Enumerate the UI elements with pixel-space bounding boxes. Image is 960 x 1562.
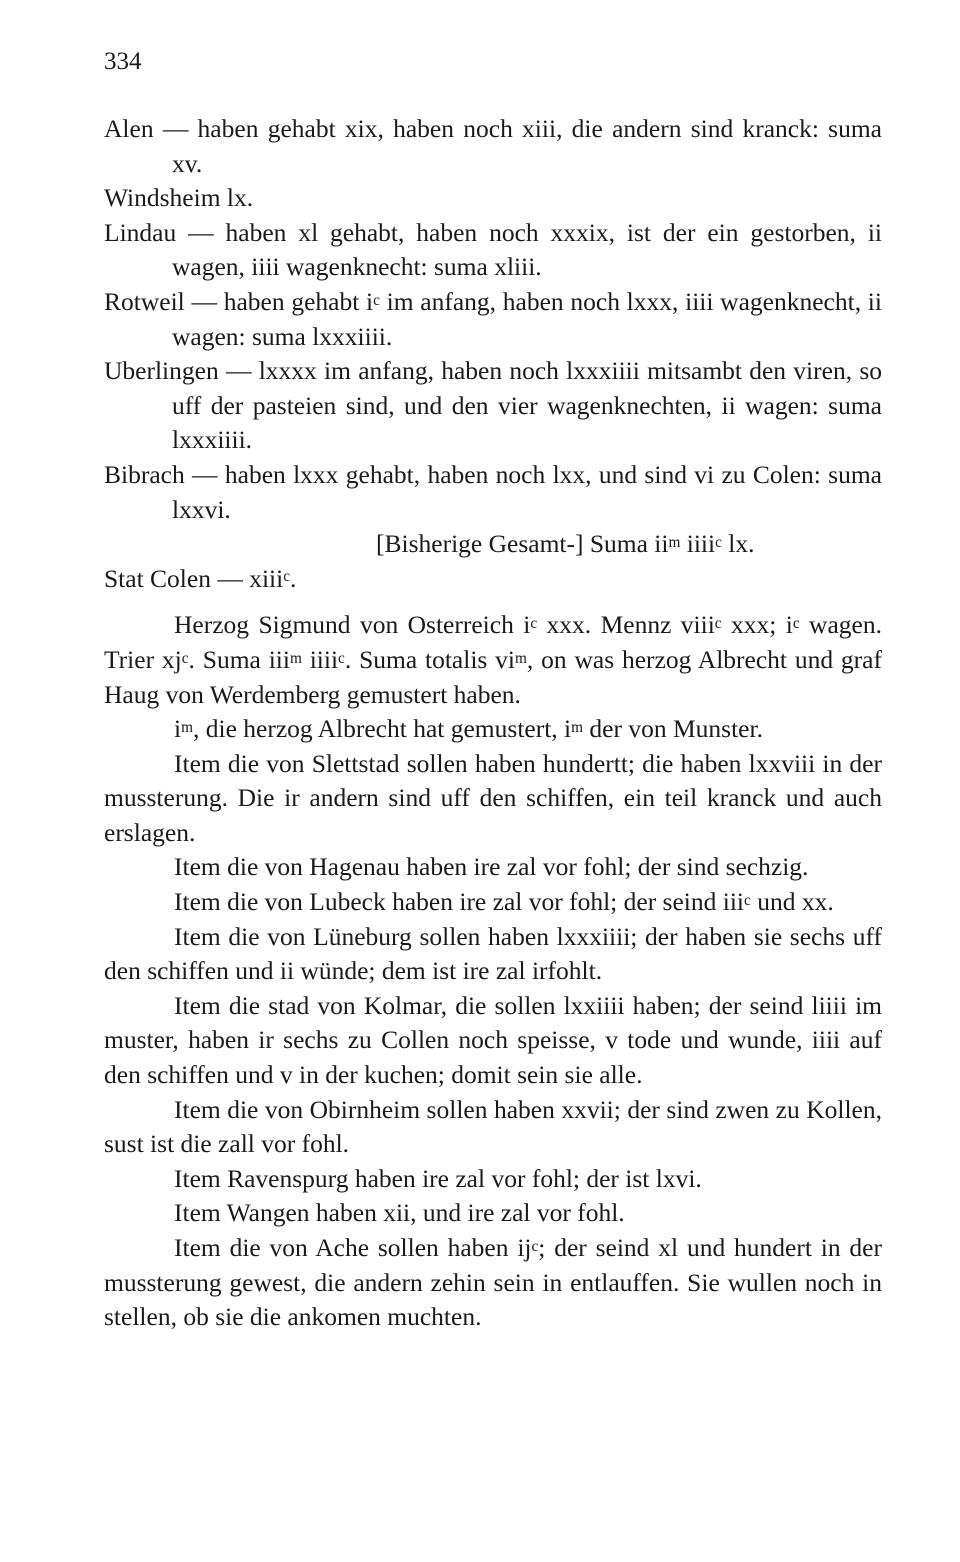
entry-alen: Alen — haben gehabt xix, haben noch xiii, die andern sind kranck: suma xv. — [104, 114, 882, 178]
entry-lindau: Lindau — haben xl gehabt, haben noch xxxix, ist der ein gestorben, ii wagen, iiii wagenknecht: suma xliii. — [104, 217, 882, 282]
page-number: 334 — [104, 48, 142, 75]
page-text — [104, 112, 882, 1335]
paragraph-wangen: Item Wangen haben xii, und ire zal vor fohl. — [174, 1198, 625, 1228]
entry-uberlingen: Uberlingen — lxxxx im anfang, haben noch lxxxiiii mitsambt den viren, so uff der pasteien sind, und den vier wagenknechten, ii wagen: suma lxxxiiii. — [104, 356, 882, 455]
paragraph-kolmar: Item die stad von Kolmar, die sollen lxxiiii haben; der seind liiii im muster, haben ir sechs zu Collen noch speisse, v tode und wunde, iiii auf den schiffen und v in der kuchen; domit sein sie alle. — [104, 990, 882, 1090]
entry-bibrach: Bibrach — haben lxxx gehabt, haben noch lxx, und sind vi zu Colen: suma lxxvi. — [104, 459, 882, 524]
entry-windsheim: Windsheim lx. — [104, 183, 254, 213]
paragraph-slettstad: Item die von Slettstad sollen haben hundertt; die haben lxxviii in der mussterung. Die ir andern sind uff den schiffen, ein teil kranck und auch erslagen. — [104, 748, 882, 847]
paragraph-luneburg: Item die von Lüneburg sollen haben lxxxiiii; der haben sie sechs uff den schiffen und ii wünde; dem ist ire zal irfohlt. — [104, 921, 882, 986]
paragraph-ravenspurg: Item Ravenspurg haben ire zal vor fohl; der ist lxvi. — [174, 1163, 702, 1193]
paragraph-herzog-sigmund: Herzog Sigmund von Osterreich $i^c$ xxx. Mennz viii$^c$ xxx; $i^c$ wagen. Trier $xj^c$. Suma iii$^m$ iiii$^c$. Suma totalis $vi^m$, on was herzog Albrecht und graf Haug von Werdemberg gemustert haben. — [104, 610, 882, 709]
subtotal-line: [Bisherige Gesamt-] Suma $ii^m$ iiii$^c$ lx. — [376, 529, 755, 559]
paragraph-obirnheim: Item die von Obirnheim sollen haben xxvii; der sind zwen zu Kollen, sust ist die zall vor fohl. — [104, 1094, 882, 1159]
paragraph-herzog-albrecht: $i^m$, die herzog Albrecht hat gemustert, $i^m$ der von Munster. — [174, 714, 763, 744]
paragraph-hagenau: Item die von Hagenau haben ire zal vor fohl; der sind sechzig. — [174, 852, 809, 882]
paragraph-ache: Item die von Ache sollen haben $ij^c$; der seind xl und hundert in der mussterung gewest, die andern zehin sein in entlauffen. Sie wullen noch in stellen, ob sie die ankomen muchten. — [104, 1233, 882, 1332]
entry-stat-colen: Stat Colen — xiii$^c$. — [104, 563, 297, 593]
paragraph-lubeck: Item die von Lubeck haben ire zal vor fohl; der seind iii$^c$ und xx. — [174, 887, 834, 917]
entry-rotweil: Rotweil — haben gehabt $i^c$ im anfang, haben noch lxxx, iiii wagenknecht, ii wagen: suma lxxxiiii. — [104, 286, 882, 351]
